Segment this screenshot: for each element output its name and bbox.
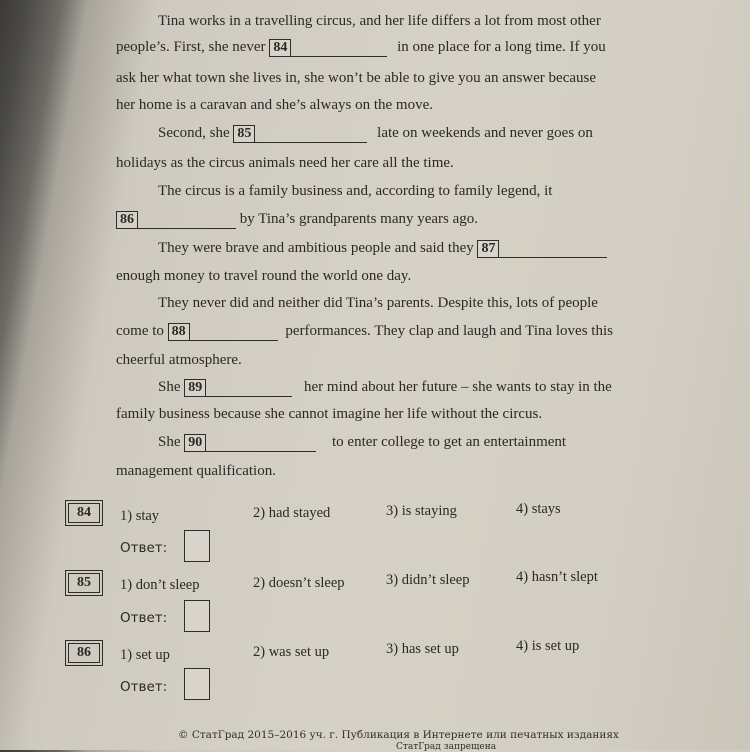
- text-line: management qualification.: [116, 463, 276, 479]
- text-line-with-gap-87: [158, 239, 607, 258]
- text-line: The circus is a family business and, according to family legend, it: [158, 183, 553, 199]
- gap-blank-88[interactable]: [190, 325, 278, 341]
- gap-blank-89[interactable]: [206, 381, 292, 397]
- text-line-with-gap-86: [116, 210, 478, 229]
- option-85-1[interactable]: 1) don’t sleep: [120, 577, 200, 593]
- question-number-84: 84: [68, 503, 100, 523]
- text-segment: her mind about her future – she wants to stay in the: [304, 379, 612, 395]
- gap-number-85: 85: [233, 125, 255, 143]
- text-segment: performances. They clap and laugh and Tina loves this: [285, 323, 613, 339]
- copyright-footer-line2: СтатГрад запрещена: [396, 742, 497, 752]
- option-85-4[interactable]: 4) hasn’t slept: [516, 569, 598, 585]
- text-line: cheerful atmosphere.: [116, 352, 242, 368]
- option-84-3[interactable]: 3) is staying: [386, 503, 457, 519]
- text-segment: to enter college to get an entertainment: [332, 434, 567, 450]
- gap-blank-85[interactable]: [255, 127, 367, 143]
- answer-label-85: Ответ:: [120, 610, 168, 626]
- text-line: holidays as the circus animals need her care all the time.: [116, 155, 454, 171]
- answer-box-85[interactable]: [184, 600, 210, 632]
- gap-blank-84[interactable]: [291, 41, 387, 57]
- text-line-with-gap-85: [158, 124, 593, 143]
- question-number-85: 85: [68, 573, 100, 593]
- option-86-1[interactable]: 1) set up: [120, 647, 170, 663]
- option-86-4[interactable]: 4) is set up: [516, 638, 580, 654]
- answer-label-86: Ответ:: [120, 679, 168, 695]
- text-line: enough money to travel round the world one day.: [116, 268, 412, 284]
- gap-number-84: 84: [269, 39, 291, 57]
- text-segment: late on weekends and never goes on: [377, 125, 593, 141]
- gap-number-90: 90: [184, 434, 206, 452]
- gap-blank-90[interactable]: [206, 436, 316, 452]
- option-85-3[interactable]: 3) didn’t sleep: [386, 572, 470, 588]
- gap-number-86: 86: [116, 211, 138, 229]
- option-84-2[interactable]: 2) had stayed: [253, 505, 331, 521]
- text-segment: They were brave and ambitious people and said they: [158, 240, 474, 256]
- gap-number-88: 88: [168, 323, 190, 341]
- text-line-with-gap-88: [116, 322, 613, 341]
- option-84-1[interactable]: 1) stay: [120, 508, 160, 524]
- gap-number-89: 89: [184, 379, 206, 397]
- copyright-footer: © СтатГрад 2015–2016 уч. г. Публикация в Интернете или печатных изданиях: [178, 729, 619, 741]
- text-line: Tina works in a travelling circus, and her life differs a lot from most other: [158, 13, 601, 29]
- text-segment: She: [158, 379, 181, 395]
- text-segment: Second, she: [158, 125, 230, 141]
- option-84-4[interactable]: 4) stays: [516, 501, 561, 517]
- text-line: her home is a caravan and she’s always on the move.: [116, 97, 433, 113]
- answer-box-84[interactable]: [184, 530, 210, 562]
- text-segment: people’s. First, she never: [116, 39, 266, 55]
- text-line-with-gap-89: [158, 378, 612, 397]
- text-line: They never did and neither did Tina’s parents. Despite this, lots of people: [158, 295, 598, 311]
- gap-number-87: 87: [477, 240, 499, 258]
- text-segment: She: [158, 434, 181, 450]
- text-segment: in one place for a long time. If you: [397, 39, 606, 55]
- answer-label-84: Ответ:: [120, 540, 168, 556]
- text-segment: by Tina’s grandparents many years ago.: [239, 211, 479, 227]
- text-line: family business because she cannot imagine her life without the circus.: [116, 406, 543, 422]
- gap-blank-87[interactable]: [499, 242, 607, 258]
- option-85-2[interactable]: 2) doesn’t sleep: [253, 575, 345, 591]
- question-number-86: 86: [68, 643, 100, 663]
- text-line-with-gap-90: [158, 433, 566, 452]
- text-line-with-gap-84: [116, 38, 606, 57]
- answer-box-86[interactable]: [184, 668, 210, 700]
- text-line: ask her what town she lives in, she won’t be able to give you an answer because: [116, 70, 597, 86]
- gap-blank-86[interactable]: [138, 213, 236, 229]
- text-segment: come to: [116, 323, 164, 339]
- option-86-3[interactable]: 3) has set up: [386, 641, 459, 657]
- option-86-2[interactable]: 2) was set up: [253, 644, 330, 660]
